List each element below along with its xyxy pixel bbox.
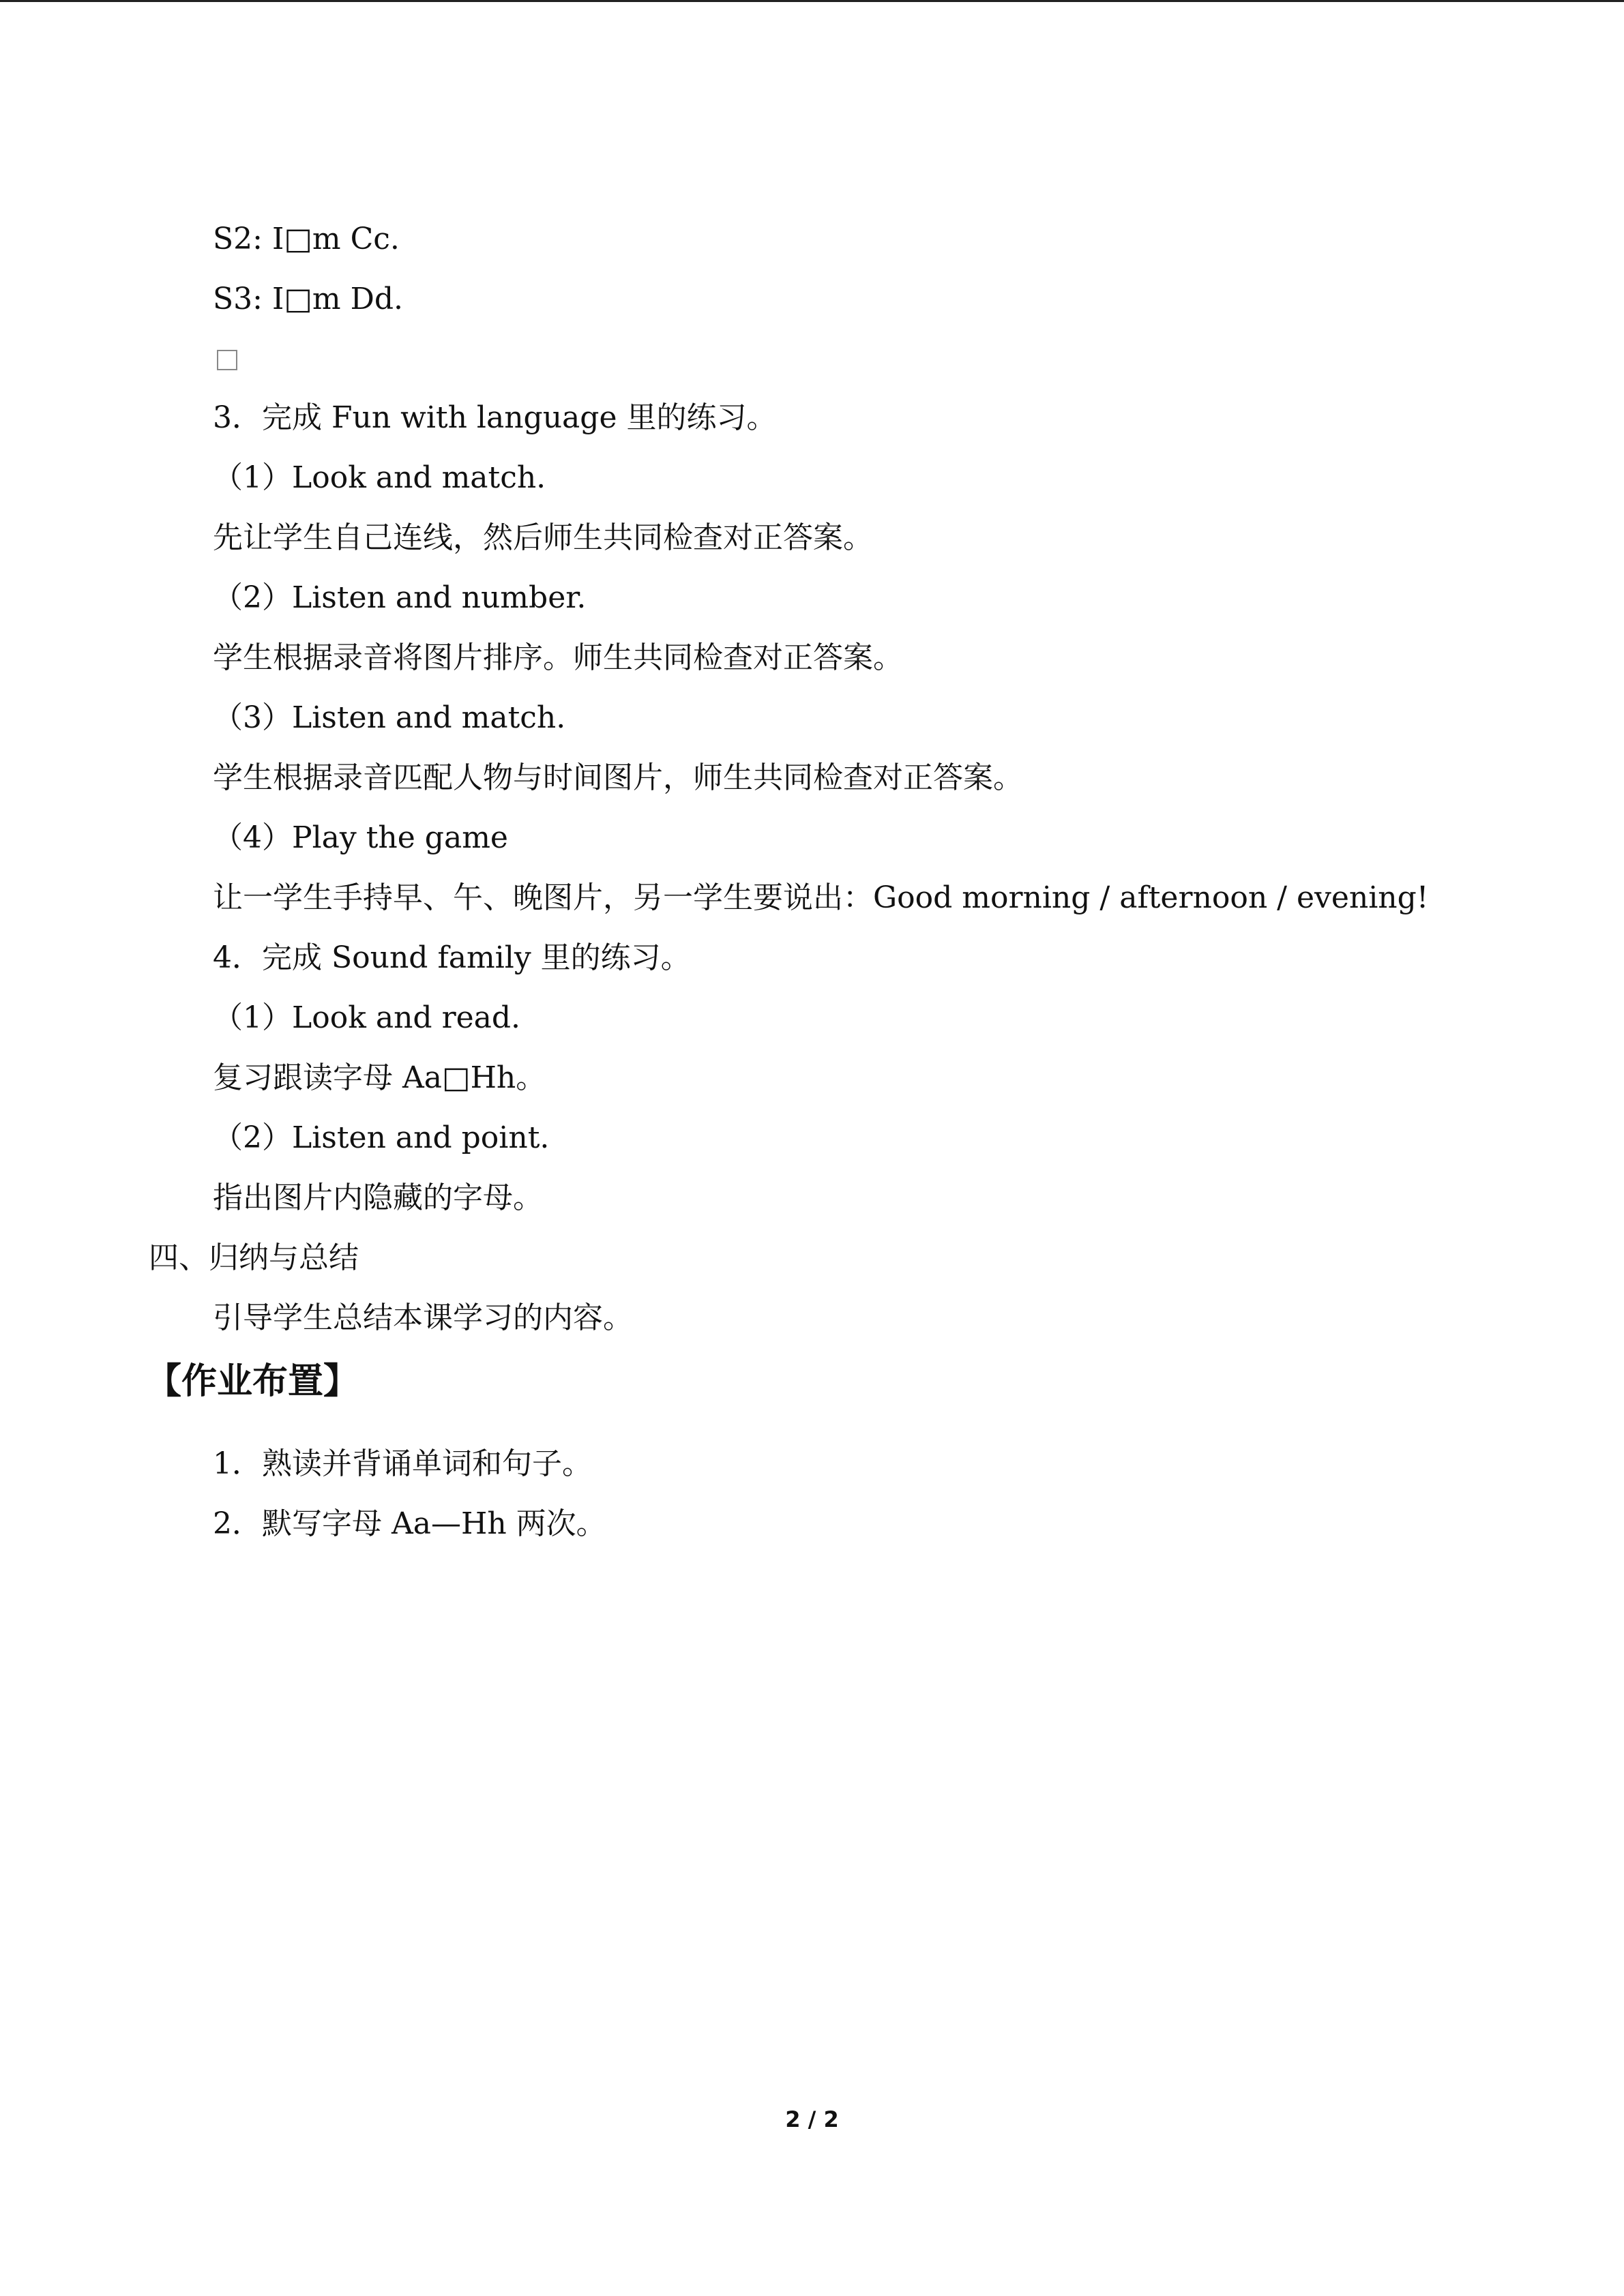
step3-title: 3．完成 Fun with language 里的练习。 <box>213 400 777 435</box>
homework-item-2: 2．默写字母 Aa—Hh 两次。 <box>213 1506 606 1541</box>
step4-item2-desc: 指出图片内隐藏的字母。 <box>213 1180 543 1215</box>
dialogue-line-s2: S2: I□m Cc. <box>213 222 400 256</box>
dialogue-line-s3: S3: I□m Dd. <box>213 282 404 316</box>
step3-item2-desc: 学生根据录音将图片排序。师生共同检查对正答案。 <box>213 640 903 675</box>
step4-item2: （2）Listen and point. <box>213 1120 550 1155</box>
step3-item1: （1）Look and match. <box>213 460 546 495</box>
step3-item1-desc: 先让学生自己连线，然后师生共同检查对正答案。 <box>213 520 873 555</box>
step4-item1: （1）Look and read. <box>213 1000 521 1035</box>
step4-item1-desc: 复习跟读字母 Aa□Hh。 <box>213 1060 546 1095</box>
placeholder-box-icon <box>217 350 237 370</box>
step3-item3-desc: 学生根据录音匹配人物与时间图片，师生共同检查对正答案。 <box>213 760 1023 795</box>
section4-desc: 引导学生总结本课学习的内容。 <box>213 1300 633 1335</box>
homework-item-1: 1．熟读并背诵单词和句子。 <box>213 1446 592 1481</box>
page-number: 2 / 2 <box>785 2106 839 2132</box>
step3-item2: （2）Listen and number. <box>213 580 587 615</box>
step4-title: 4．完成 Sound family 里的练习。 <box>213 940 691 975</box>
step3-item3: （3）Listen and match. <box>213 700 566 735</box>
homework-heading: 【作业布置】 <box>146 1361 359 1402</box>
step3-item4-desc: 让一学生手持早、午、晚图片，另一学生要说出：Good morning / afternoon / evening! <box>213 880 1429 915</box>
step3-item4: （4）Play the game <box>213 820 508 855</box>
section4-title: 四、归纳与总结 <box>149 1240 359 1275</box>
